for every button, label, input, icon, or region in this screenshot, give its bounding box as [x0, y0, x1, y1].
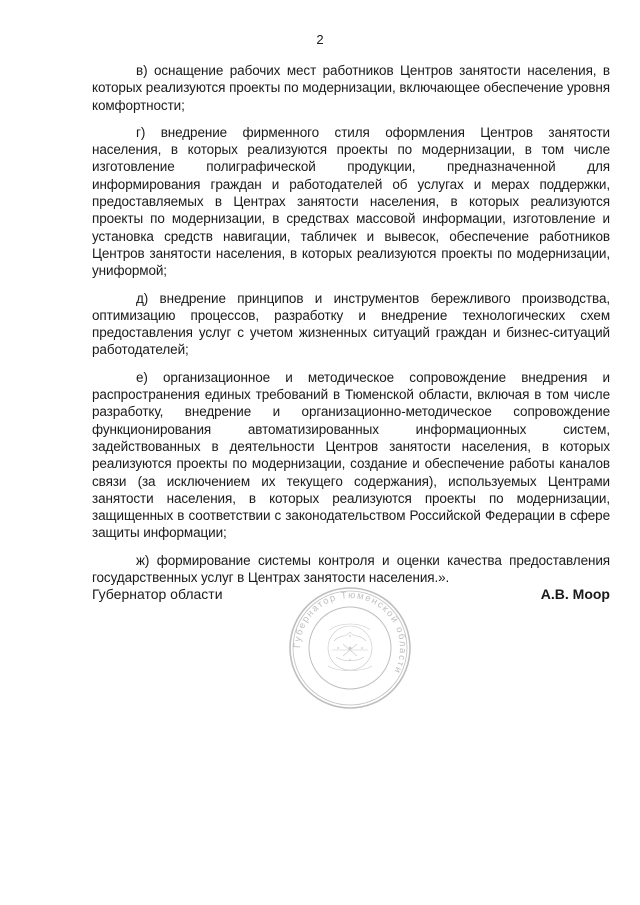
official-seal-icon [288, 586, 412, 710]
page-number: 2 [316, 32, 324, 47]
paragraph-e: е) организационное и методическое сопровождение внедрения и распространения единых требований в Тюменской области, включая в том числе разработку, внедрение и организационно-методическое сопровождение функционирования автоматизированных информационных систем, задействованных в деятельности Центров занятости населения, в которых реализуются проекты по модернизации, создание и обеспечение работы каналов связи (за исключением их текущего содержания), используемых Центрами занятости населения, в которых реализуются проекты по модернизации, защищенных в соответствии с законодательством Российской Федерации в сфере защиты информации; [92, 369, 610, 541]
seal-outer-text: Губернатор Тюменской области [291, 589, 409, 677]
document-body [92, 62, 610, 596]
signatory-name: А.В. Моор [540, 586, 610, 602]
paragraph-v: в) оснащение рабочих мест работников Центров занятости населения, в которых реализуются проекты по модернизации, включающее обеспечение уровня комфортности; [92, 63, 610, 113]
paragraph-g: г) внедрение фирменного стиля оформления Центров занятости населения, в которых реализуются проекты по модернизации, в том числе изготовление полиграфической продукции, предназначенной для информирования граждан и работодателей об услугах и мерах поддержки, предоставляемых в Центрах занятости населения, в которых реализуются проекты по модернизации, в средствах массовой информации, изготовление и установка средств навигации, табличек и вывесок, обеспечение работников Центров занятости населения, в которых реализуются проекты по модернизации, униформой; [92, 124, 610, 279]
signatory-position: Губернатор области [92, 586, 223, 602]
paragraph-zh: ж) формирование системы контроля и оценки качества предоставления государственных услуг в Центрах занятости населения.». [92, 552, 610, 586]
paragraph-d: д) внедрение принципов и инструментов бережливого производства, оптимизацию процессов, разработку и внедрение технологических схем предоставления услуг с учетом жизненных ситуаций граждан и бизнес-ситуаций работодателей; [92, 290, 610, 358]
